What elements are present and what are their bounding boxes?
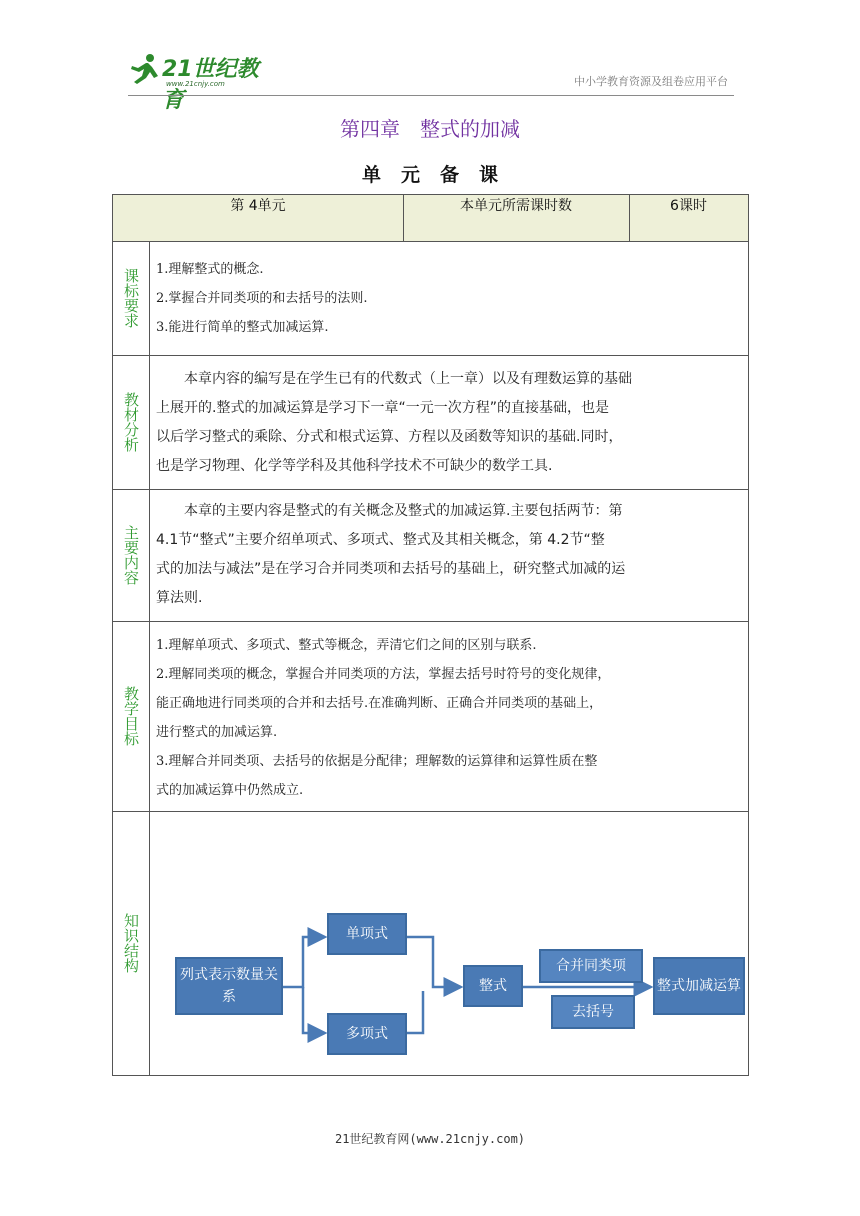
goals-content <box>156 631 742 805</box>
curriculum-row <box>113 241 748 356</box>
list-item: 2.掌握合并同类项的和去括号的法则. <box>156 291 368 306</box>
list-item: 3.理解合并同类项、去括号的依据是分配律；理解数的运算律和运算性质在整 <box>156 754 598 769</box>
page-footer: 21世纪教育网(www.21cnjy.com) <box>334 1132 526 1146</box>
logo <box>128 52 278 113</box>
row-label: 知识结构 <box>113 811 150 1075</box>
unit-title: 单元备课 <box>361 164 518 186</box>
node-polynomial: 多项式 <box>327 1013 407 1055</box>
text-line: 以后学习整式的乘除、分式和根式运算、方程以及函数等知识的基础.同时， <box>156 429 623 445</box>
header-divider <box>128 95 734 96</box>
node-source: 列式表示数量关系 <box>175 957 283 1015</box>
text-line: 4.1节“整式”主要介绍单项式、多项式、整式及其相关概念，第 4.2节“整 <box>156 532 605 548</box>
text-line: 式的加法与减法”是在学习合并同类项和去括号的基础上，研究整式加减的运 <box>156 561 626 577</box>
textbook-row <box>113 355 748 490</box>
structure-row <box>113 811 748 1075</box>
connector-line <box>283 937 325 987</box>
text-line: 也是学习物理、化学等学科及其他科学技术不可缺少的数学工具. <box>156 458 553 474</box>
structure-connectors <box>113 811 748 1075</box>
text-line: 上展开的.整式的加减运算是学习下一章“一元一次方程”的直接基础，也是 <box>156 400 609 416</box>
lesson-plan-table <box>112 194 749 1076</box>
row-label: 教学目标 <box>113 621 150 811</box>
node-integral: 整式 <box>463 965 523 1007</box>
node-brackets: 去括号 <box>551 995 635 1029</box>
page-header <box>0 0 860 113</box>
node-monomial: 单项式 <box>327 913 407 955</box>
unit-number: 第 4单元 <box>230 198 286 214</box>
connector-line <box>407 991 423 1033</box>
hours-label: 本单元所需课时数 <box>460 198 572 214</box>
platform-name: 中小学教育资源及组卷应用平台 <box>574 75 728 88</box>
logo-url: www.21cnjy.com <box>166 80 225 88</box>
table-header-row <box>113 195 748 242</box>
row-label: 课标要求 <box>113 241 150 355</box>
runner-logo-icon <box>128 52 162 86</box>
textbook-content <box>156 365 742 481</box>
logo-text: 21世纪教育 <box>162 57 259 113</box>
text-line: 本章的主要内容是整式的有关概念及整式的加减运算.主要包括两节：第 <box>184 503 623 519</box>
goals-row <box>113 621 748 812</box>
connector-line <box>303 987 325 1033</box>
main-content-row <box>113 489 748 622</box>
curriculum-content <box>156 255 742 342</box>
hours-value: 6课时 <box>670 198 707 214</box>
list-item: 2.理解同类项的概念，掌握合并同类项的方法，掌握去括号时符号的变化规律， <box>156 667 611 682</box>
list-item: 1.理解单项式、多项式、整式等概念，弄清它们之间的区别与联系. <box>156 638 537 653</box>
main-content-text <box>156 497 742 613</box>
list-item: 能正确地进行同类项的合并和去括号.在准确判断、正确合并同类项的基础上， <box>156 696 603 711</box>
row-label: 主要内容 <box>113 489 150 621</box>
list-item: 3.能进行简单的整式加减运算. <box>156 320 329 335</box>
node-result: 整式加减运算 <box>653 957 745 1015</box>
row-label: 教材分析 <box>113 355 150 489</box>
text-line: 算法则. <box>156 590 203 606</box>
node-combine: 合并同类项 <box>539 949 643 983</box>
chapter-title: 第四章 整式的加减 <box>340 117 520 141</box>
list-item: 式的加减运算中仍然成立. <box>156 783 304 798</box>
list-item: 1.理解整式的概念. <box>156 262 264 277</box>
list-item: 进行整式的加减运算. <box>156 725 278 740</box>
text-line: 本章内容的编写是在学生已有的代数式（上一章）以及有理数运算的基础 <box>184 371 632 387</box>
connector-line <box>407 937 461 987</box>
